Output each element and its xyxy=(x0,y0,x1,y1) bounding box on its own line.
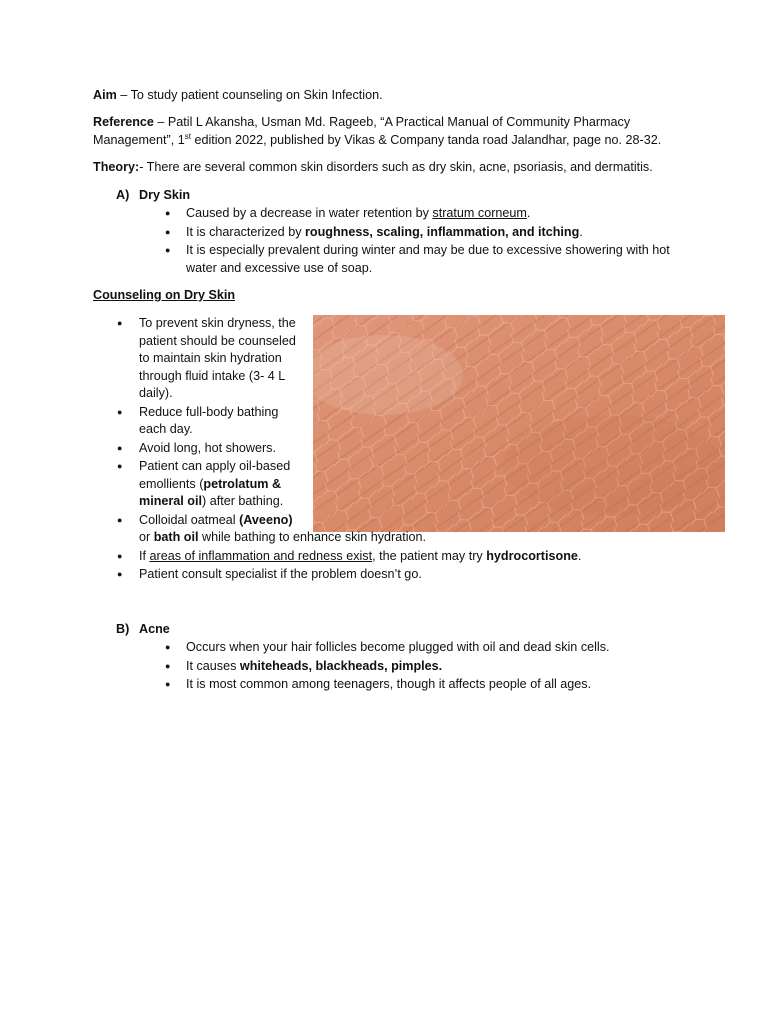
list-item-text: It is especially prevalent during winter and may be due to excessive showering with hot water and excessive use of soap. xyxy=(186,243,670,275)
aim-text: – To study patient counseling on Skin Infection. xyxy=(116,88,383,102)
list-item xyxy=(139,404,309,439)
section-letter: B) xyxy=(116,622,130,636)
bold-term: whiteheads, blackheads, pimples. xyxy=(239,658,443,673)
section-title: Acne xyxy=(139,622,170,636)
list-item-text: , the patient may try xyxy=(372,548,487,563)
list-item-text: . xyxy=(526,206,531,220)
list-item xyxy=(139,512,699,547)
counseling-heading xyxy=(93,287,693,305)
list-item xyxy=(186,205,686,223)
bold-term: hydrocortisone xyxy=(486,548,578,563)
section-title: Dry Skin xyxy=(139,188,191,202)
list-item-text: Patient consult specialist if the problem doesn’t go. xyxy=(139,567,422,581)
section-letter: A) xyxy=(116,188,130,202)
list-item xyxy=(186,676,686,694)
counseling-heading-text: Counseling on Dry Skin xyxy=(93,288,236,302)
aim-label: Aim xyxy=(93,88,117,102)
theory-text: - There are several common skin disorders such as dry skin, acne, psoriasis, and dermatitis. xyxy=(139,160,653,174)
list-item-text: It is characterized by xyxy=(186,224,305,239)
list-item-text: ) after bathing. xyxy=(202,494,284,508)
bold-term: petrolatum & mineral oil xyxy=(139,476,282,508)
list-item-text: Caused by a decrease in water retention by xyxy=(186,206,433,220)
list-item xyxy=(186,224,686,242)
list-item xyxy=(186,639,686,657)
list-item-text: Patient can apply oil-based emollients ( xyxy=(139,459,291,491)
list-item-text: Avoid long, hot showers. xyxy=(139,440,276,455)
list-item-text: Colloidal oatmeal xyxy=(139,512,240,527)
bold-term: (Aveeno) xyxy=(239,512,293,527)
list-item-text: It causes xyxy=(186,658,240,673)
theory-label: Theory: xyxy=(93,160,140,174)
reference-label: Reference xyxy=(93,115,154,129)
list-item-text: while bathing to enhance skin hydration. xyxy=(198,530,427,544)
list-item xyxy=(139,458,309,511)
counseling-list xyxy=(139,315,699,585)
list-item-text: Occurs when your hair follicles become plugged with oil and dead skin cells. xyxy=(186,640,610,654)
list-item-text: It is most common among teenagers, though it affects people of all ages. xyxy=(186,677,592,691)
list-item-text: or xyxy=(139,530,154,544)
reference-paragraph xyxy=(93,114,683,149)
underlined-term: areas of inflammation and redness exist xyxy=(149,548,373,563)
underlined-term: stratum corneum xyxy=(432,206,527,220)
reference-text-end: edition 2022, published by Vikas & Company tanda road Jalandhar, page no. 28-32. xyxy=(190,132,662,147)
list-item-text: Reduce full-body bathing each day. xyxy=(139,404,279,436)
reference-text: – Patil L Akansha, Usman Md. Rageeb, “A Practical Manual of Community Pharmacy Management”, 1 xyxy=(93,115,631,147)
list-item xyxy=(139,315,309,403)
bold-term: roughness, scaling, inflammation, and itching xyxy=(305,224,580,239)
section-heading-acne xyxy=(116,621,170,639)
list-item-text: If xyxy=(139,548,150,563)
acne-list xyxy=(186,639,686,695)
section-heading-dry-skin xyxy=(116,187,190,205)
list-item xyxy=(139,566,699,584)
list-item-text: . xyxy=(579,224,583,239)
list-item-text: To prevent skin dryness, the patient should be counseled to maintain skin hydration through fluid intake (3- 4 L daily). xyxy=(139,316,296,400)
list-item-text: . xyxy=(577,548,582,563)
list-item xyxy=(139,440,309,458)
dry-skin-list xyxy=(186,205,686,278)
theory-line xyxy=(93,159,713,177)
list-item xyxy=(186,658,686,676)
reference-superscript: st xyxy=(184,131,191,141)
bold-term: bath oil xyxy=(153,530,199,544)
list-item xyxy=(139,548,699,566)
aim-line xyxy=(93,87,693,105)
list-item xyxy=(186,242,686,277)
